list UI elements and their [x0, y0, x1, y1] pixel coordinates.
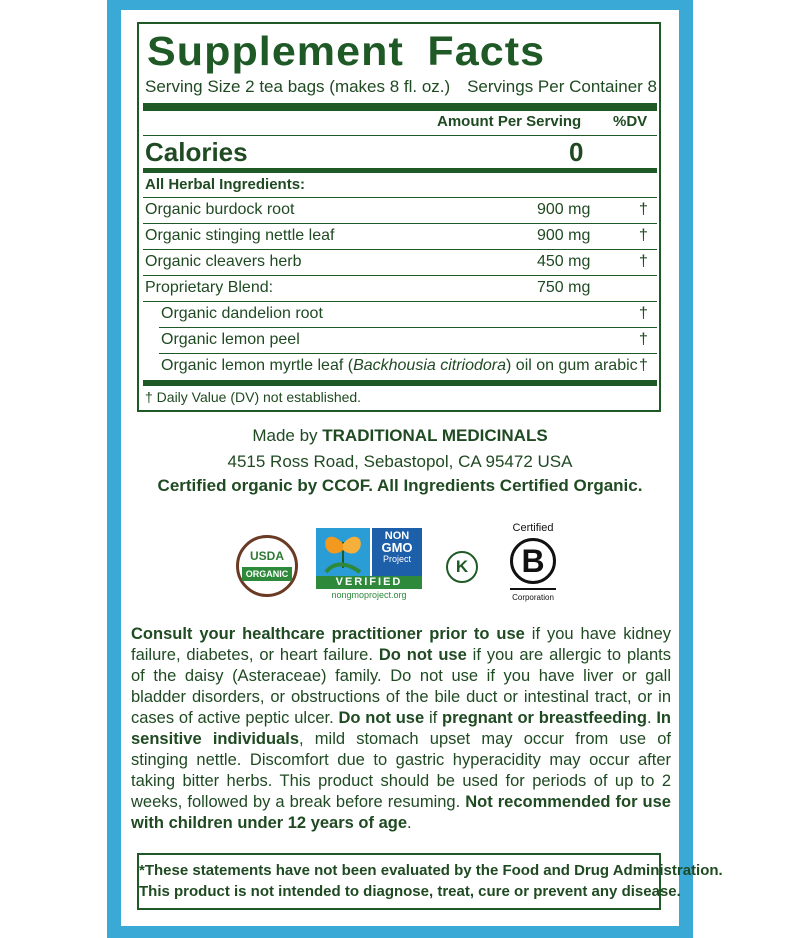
facts-title: Supplement Facts	[147, 28, 546, 74]
rule	[143, 275, 657, 276]
ingredient-dv: †	[639, 227, 648, 244]
servings-per-container: Servings Per Container 8	[467, 77, 657, 96]
rule	[143, 197, 657, 198]
usda-organic-logo	[236, 535, 298, 597]
ingredient-name: Organic cleavers herb	[145, 253, 302, 270]
ingredient-name: Organic dandelion root	[161, 305, 323, 322]
fda-disclaimer	[137, 853, 723, 910]
ingredient-amount: 900 mg	[537, 201, 591, 218]
dv-footnote: † Daily Value (DV) not established.	[145, 389, 362, 405]
rule	[143, 301, 657, 302]
made-by-line	[121, 426, 679, 446]
ingredient-name: Organic lemon peel	[161, 331, 300, 348]
made-by-text: Made by	[252, 426, 318, 445]
ingredient-row	[145, 355, 655, 379]
address: 4515 Ross Road, Sebastopol, CA 95472 USA	[227, 452, 573, 471]
disclaimer-line: *These statements have not been evaluated by the Food and Drug Administration.	[139, 862, 723, 879]
b-corp-corporation-text: Corporation	[512, 593, 554, 602]
rule	[143, 135, 657, 136]
ingredient-name: Organic burdock root	[145, 201, 295, 218]
ingredient-dv: †	[639, 331, 648, 348]
medium-rule	[143, 168, 657, 173]
ingredient-row	[145, 329, 655, 353]
b-corp-certified-text: Certified	[512, 522, 554, 534]
non-gmo-project-logo	[316, 528, 422, 602]
verified-band: VERIFIED	[316, 576, 422, 589]
ingredient-row	[145, 303, 655, 327]
calories-value: 0	[569, 137, 584, 167]
non-gmo-text: NON GMO Project	[372, 528, 422, 576]
b-corp-logo	[500, 522, 566, 608]
thick-rule	[143, 380, 657, 386]
calories-label: Calories	[145, 137, 248, 167]
rule	[143, 223, 657, 224]
ingredient-row	[145, 251, 655, 275]
disclaimer-line: This product is not intended to diagnose, treat, cure or prevent any disease.	[139, 883, 681, 900]
non-gmo-url: nongmoproject.org	[331, 590, 407, 600]
ingredient-amount: 450 mg	[537, 253, 591, 270]
rule	[159, 327, 657, 328]
ingredient-dv: †	[639, 201, 648, 218]
ingredient-dv: †	[639, 305, 648, 322]
supplement-facts-panel	[137, 22, 661, 412]
rule	[159, 353, 657, 354]
b-corp-letter: B	[510, 538, 556, 584]
company-name: TRADITIONAL MEDICINALS	[322, 426, 548, 445]
ingredient-name: Proprietary Blend:	[145, 279, 274, 296]
ingredient-dv: †	[639, 357, 648, 374]
serving-info	[145, 77, 657, 97]
ingredients-section-label: All Herbal Ingredients:	[145, 176, 306, 193]
ingredient-amount: 750 mg	[537, 279, 591, 296]
dv-header: %DV	[613, 113, 648, 130]
warning-text: Consult your healthcare practitioner prior to use if you have kidney failure, diabetes, or heart failure. Do not use if you are allergic to plants of the daisy (Asteraceae) family. Do not use if you have liver or gall bladder disorders, or obstructions of the bile duct or intestinal tract, or in cases of active peptic ulcer. Do not use if pregnant or breastfeeding. In sensitive individuals, mild stomach upset may occur from use of stinging nettle. Discomfort due to gastric hyperacidity may occur after taking bitter herbs. This product should be used for periods of up to 2 weeks, followed by a break before resuming. Not recommended for use with children under 12 years of age.	[131, 625, 672, 832]
amount-header: Amount Per Serving	[437, 113, 582, 130]
usda-band: ORGANIC	[242, 567, 292, 581]
ingredient-name: Organic lemon myrtle leaf (Backhousia citriodora) oil on gum arabic	[161, 357, 638, 374]
ingredient-row	[145, 225, 655, 249]
kosher-icon: K	[446, 551, 478, 583]
ingredient-row	[145, 277, 655, 301]
serving-size: Serving Size 2 tea bags (makes 8 fl. oz.)	[145, 77, 451, 96]
ingredient-amount: 900 mg	[537, 227, 591, 244]
ingredient-row	[145, 199, 655, 223]
rule	[143, 249, 657, 250]
ingredient-dv: †	[639, 253, 648, 270]
certified-organic: Certified organic by CCOF. All Ingredients Certified Organic.	[157, 476, 643, 495]
butterfly-icon	[316, 528, 370, 576]
ingredient-name: Organic stinging nettle leaf	[145, 227, 335, 244]
thick-rule	[143, 103, 657, 111]
usda-text: USDA	[249, 549, 284, 563]
